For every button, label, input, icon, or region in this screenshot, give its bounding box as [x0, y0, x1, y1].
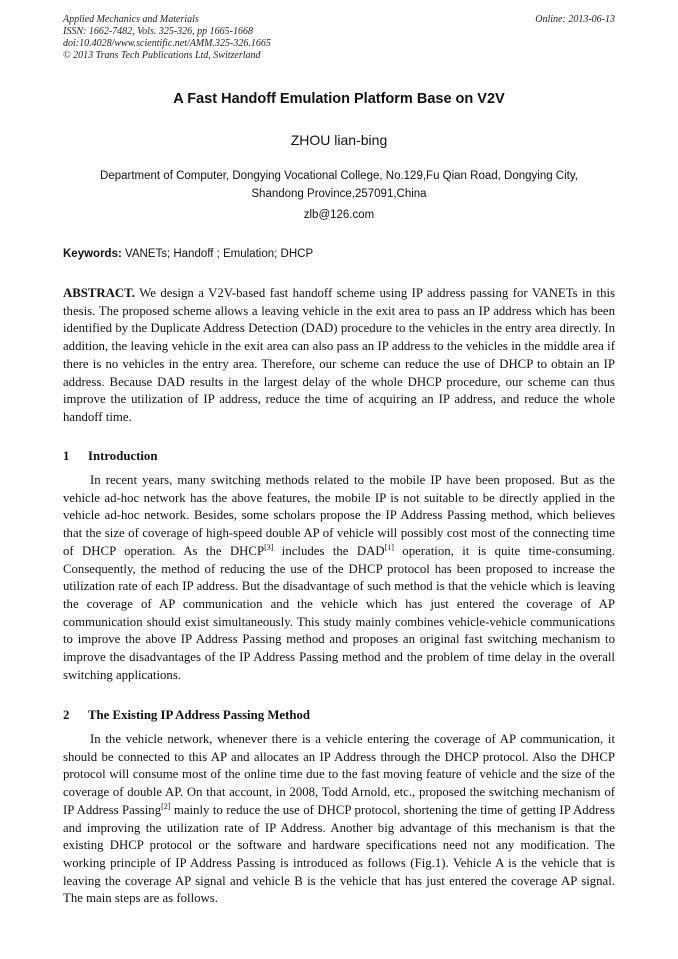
section-1-text-c: operation, it is quite time-consuming. Consequently, the method of reducing the use of the DHCP protocol has been proposed to increase the utilization rate of each IP address. But the disadvantage of such method is that the vehicle which is leaving the coverage of AP communication and the vehicle which has just entered the coverage of AP communication should exist simultaneously. This study mainly combines vehicle-vehicle communications to improve the above IP Address Passing method and proposes an original fast switching mechanism to improve the disadvantages of the IP Address Passing method and the problem of time delay in the overall switching applications. — [63, 543, 615, 682]
section-1-paragraph — [63, 472, 615, 684]
citation-3: [3] — [264, 542, 274, 552]
affiliation-line-2: Shandong Province,257091,China — [251, 188, 427, 200]
section-1-heading — [63, 449, 615, 464]
affiliation — [70, 167, 608, 203]
online-date: Online: 2013-06-13 — [535, 14, 615, 25]
section-2-number: 2 — [63, 708, 70, 722]
keywords-text: VANETs; Handoff ; Emulation; DHCP — [125, 248, 314, 260]
abstract-text: We design a V2V-based fast handoff scheme using IP address passing for VANETs in this thesis. The proposed scheme allows a leaving vehicle in the exit area to pass an IP address which has been identified by the Duplicate Address Detection (DAD) procedure to the vehicles in the entry area directly. In addition, the leaving vehicle in the exit area can also pass an IP address to the vehicles in the middle area if there is no vehicles in the entry area. Therefore, our scheme can reduce the use of DHCP to obtain an IP address. Because DAD results in the largest delay of the whole DHCP procedure, our scheme can thus improve the utilization of IP address, reduce the time of acquiring an IP address, and reduce the whole handoff time. — [63, 286, 616, 424]
section-1-number: 1 — [63, 449, 70, 463]
doi-line: doi:10.4028/www.scientific.net/AMM.325-326.1665 — [63, 38, 271, 49]
journal-header — [63, 14, 615, 62]
copyright-line: © 2013 Trans Tech Publications Ltd, Switzerland — [63, 50, 261, 61]
section-1-title: Introduction — [88, 449, 158, 463]
section-2-heading — [63, 708, 615, 723]
section-2-title: The Existing IP Address Passing Method — [88, 708, 310, 722]
section-2-text-b: mainly to reduce the use of DHCP protocol, shortening the time of getting IP Address and improving the utilization rate of IP Address. Another big advantage of this mechanism is that the existing DHCP protocol or the software and hardware specifications need not any modification. The working principle of IP Address Passing is introduced as follows (Fig.1). Vehicle A is the vehicle that is leaving the coverage AP signal and vehicle B is the vehicle that has just entered the coverage AP signal. The main steps are as follows. — [63, 802, 615, 906]
section-2-text-a: In the vehicle network, whenever there is a vehicle entering the coverage of AP communication, it should be connected to this AP and allocates an IP Address through the DHCP protocol. Also the DHCP protocol will consume most of the online time due to the fast moving feature of vehicle and the size of the coverage of double AP. On that account, in 2008, Todd Arnold, etc., proposed the switching mechanism of IP Address Passing — [63, 732, 615, 817]
journal-name: Applied Mechanics and Materials — [63, 14, 199, 25]
keywords — [63, 248, 313, 260]
author-name: ZHOU lian-bing — [290, 132, 388, 148]
abstract-label: ABSTRACT. — [63, 286, 135, 300]
paper-title: A Fast Handoff Emulation Platform Base on V2V — [173, 91, 505, 107]
keywords-label: Keywords: — [63, 248, 122, 260]
citation-2: [2] — [161, 801, 171, 811]
section-1-text-b: includes the DAD — [273, 543, 385, 558]
section-2-paragraph — [63, 731, 615, 908]
issn-line: ISSN: 1662-7482, Vols. 325-326, pp 1665-1668 — [63, 26, 253, 37]
affiliation-line-1: Department of Computer, Dongying Vocational College, No.129,Fu Qian Road, Dongying City, — [100, 170, 578, 182]
abstract — [63, 285, 615, 427]
section-1-text-a: In recent years, many switching methods related to the mobile IP have been proposed. But as the vehicle ad-hoc network has the above features, the mobile IP is not suitable to be directly applied in the vehicle ad-hoc network. Besides, some scholars propose the IP Address Passing method, which believes that the size of coverage of high-speed double AP of vehicle will possibly cost most of the connecting time of DHCP operation. As the DHCP — [63, 473, 615, 558]
citation-1: [1] — [384, 542, 394, 552]
author-email: zlb@126.com — [303, 209, 375, 221]
